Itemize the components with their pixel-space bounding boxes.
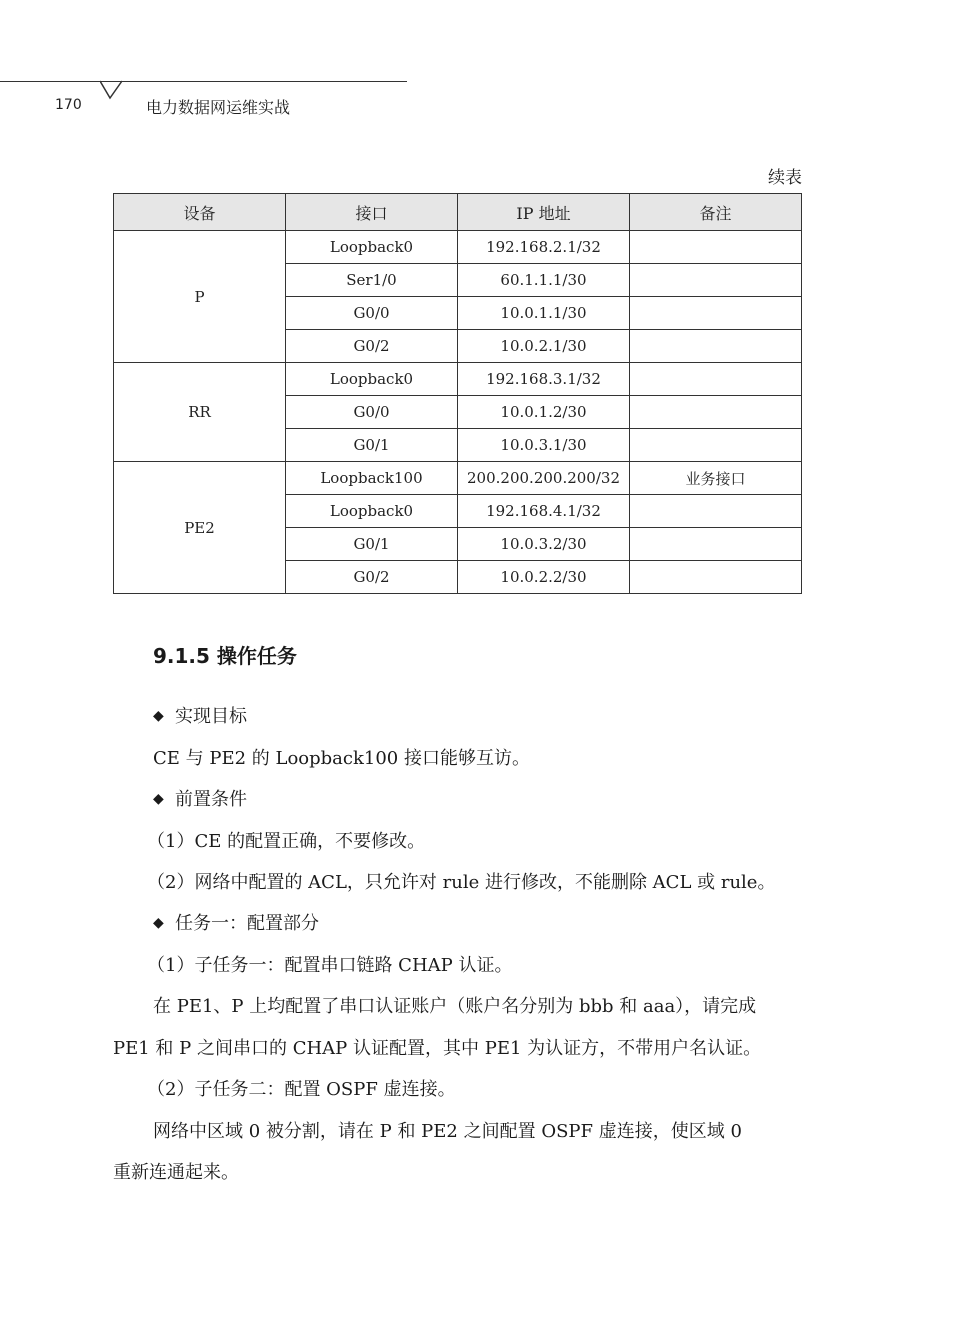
interface-cell: Loopback100 — [286, 462, 458, 495]
precondition-1: （1）CE 的配置正确，不要修改。 — [147, 831, 426, 852]
goal-heading-text: 实现目标 — [175, 706, 247, 727]
precondition-2: （2）网络中配置的 ACL，只允许对 rule 进行修改，不能删除 ACL 或 rule。 — [147, 872, 776, 893]
note-cell — [630, 231, 802, 264]
table-row — [114, 231, 802, 264]
device-cell: PE2 — [114, 462, 286, 594]
subtask2-desc-line2: 重新连通起来。 — [113, 1162, 239, 1183]
interface-cell: G0/1 — [286, 528, 458, 561]
diamond-bullet-icon: ◆ — [153, 791, 164, 807]
note-cell: 业务接口 — [630, 462, 802, 495]
page-number: 170 — [55, 97, 82, 113]
header-rule — [0, 81, 407, 82]
ip-cell: 10.0.2.2/30 — [458, 561, 630, 594]
note-cell — [630, 495, 802, 528]
ip-cell: 200.200.200.200/32 — [458, 462, 630, 495]
note-cell — [630, 561, 802, 594]
table-row — [114, 462, 802, 495]
header-notch-icon — [100, 80, 130, 100]
subtask2-title: （2）子任务二：配置 OSPF 虚连接。 — [147, 1079, 456, 1100]
interface-cell: Loopback0 — [286, 495, 458, 528]
ip-cell: 10.0.3.1/30 — [458, 429, 630, 462]
interface-cell: G0/0 — [286, 297, 458, 330]
ip-cell: 10.0.2.1/30 — [458, 330, 630, 363]
table-row — [114, 363, 802, 396]
subtask1-title: （1）子任务一：配置串口链路 CHAP 认证。 — [147, 955, 513, 976]
ip-cell: 10.0.1.1/30 — [458, 297, 630, 330]
task1-heading — [153, 909, 319, 935]
precondition-heading-text: 前置条件 — [175, 789, 247, 810]
ip-cell: 10.0.3.2/30 — [458, 528, 630, 561]
interface-cell: Loopback0 — [286, 231, 458, 264]
interface-cell: G0/0 — [286, 396, 458, 429]
interface-cell: G0/2 — [286, 330, 458, 363]
subtask1-desc-line1: 在 PE1、P 上均配置了串口认证账户（账户名分别为 bbb 和 aaa），请完成 — [153, 996, 757, 1017]
note-cell — [630, 429, 802, 462]
note-cell — [630, 264, 802, 297]
interface-cell: Ser1/0 — [286, 264, 458, 297]
interface-cell: G0/1 — [286, 429, 458, 462]
table-continuation-label: 续表 — [768, 168, 802, 188]
subtask2-desc-line1: 网络中区域 0 被分割，请在 P 和 PE2 之间配置 OSPF 虚连接，使区域 0 — [153, 1121, 742, 1142]
section-title: 9.1.5 操作任务 — [153, 644, 297, 668]
interface-cell: G0/2 — [286, 561, 458, 594]
table-body — [114, 231, 802, 594]
column-header-ip: IP 地址 — [458, 194, 630, 231]
book-title: 电力数据网运维实战 — [146, 98, 291, 117]
ip-cell: 192.168.3.1/32 — [458, 363, 630, 396]
note-cell — [630, 528, 802, 561]
table-header-row — [114, 194, 802, 231]
task1-heading-text: 任务一：配置部分 — [175, 913, 319, 934]
ip-cell: 192.168.4.1/32 — [458, 495, 630, 528]
diamond-bullet-icon: ◆ — [153, 708, 164, 724]
column-header-interface: 接口 — [286, 194, 458, 231]
subtask1-desc-line2: PE1 和 P 之间串口的 CHAP 认证配置，其中 PE1 为认证方，不带用户名认证。 — [113, 1038, 762, 1059]
diamond-bullet-icon: ◆ — [153, 915, 164, 931]
note-cell — [630, 363, 802, 396]
ip-cell: 192.168.2.1/32 — [458, 231, 630, 264]
column-header-note: 备注 — [630, 194, 802, 231]
device-cell: P — [114, 231, 286, 363]
precondition-heading — [153, 785, 247, 811]
column-header-device: 设备 — [114, 194, 286, 231]
ip-address-table — [113, 193, 802, 594]
note-cell — [630, 396, 802, 429]
device-cell: RR — [114, 363, 286, 462]
goal-heading — [153, 702, 247, 728]
goal-text: CE 与 PE2 的 Loopback100 接口能够互访。 — [153, 748, 530, 769]
interface-cell: Loopback0 — [286, 363, 458, 396]
ip-cell: 60.1.1.1/30 — [458, 264, 630, 297]
note-cell — [630, 297, 802, 330]
note-cell — [630, 330, 802, 363]
ip-cell: 10.0.1.2/30 — [458, 396, 630, 429]
